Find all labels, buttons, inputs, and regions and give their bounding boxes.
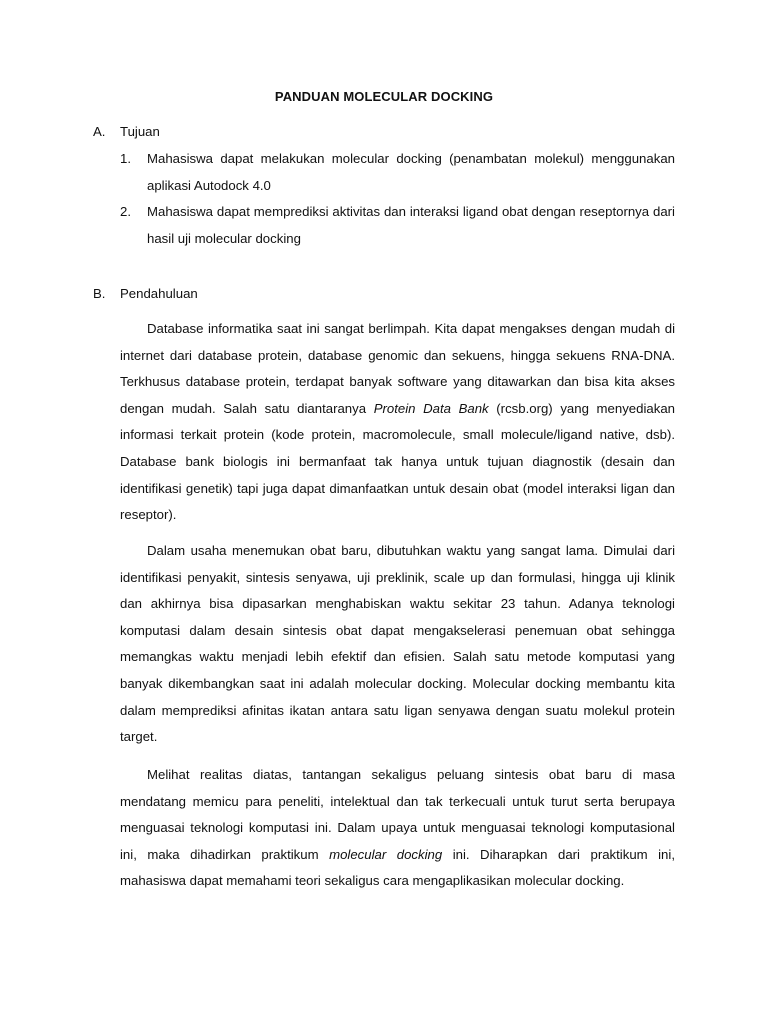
paragraph-3-part-b: ini. Diharapkan dari praktikum ini, mahasiswa dapat memahami teori sekaligus cara mengaplikasikan molecular docking. xyxy=(120,846,675,889)
list-item xyxy=(120,199,675,252)
list-item-text: Mahasiswa dapat melakukan molecular docking (penambatan molekul) menggunakan aplikasi Autodock 4.0 xyxy=(147,151,675,193)
paragraph-3-part-a: Melihat realitas diatas, tantangan sekaligus peluang sintesis obat baru di masa mendatang memicu para peneliti, intelektual dan tak terkecuali untuk turut serta berupaya menguasai teknologi komputasi ini. Dalam upaya untuk menguasai teknologi komputasional ini, maka dihadirkan praktikum xyxy=(120,767,675,862)
section-b-letter: B. xyxy=(93,286,106,301)
section-b-heading: Pendahuluan xyxy=(120,286,198,301)
paragraph-1-part-b: (rcsb.org) yang menyediakan informasi terkait protein (kode protein, macromolecule, small molecule/ligand native, dsb). Database bank biologis ini bermanfaat tak hanya untuk tujuan diagnostik (desain dan identifikasi genetik) tapi juga dapat dimanfaatkan untuk desain obat (model interaksi ligan dan reseptor). xyxy=(120,400,675,523)
section-a-letter: A. xyxy=(93,124,106,139)
list-item-text: Mahasiswa dapat memprediksi aktivitas dan interaksi ligand obat dengan reseptornya dari hasil uji molecular docking xyxy=(147,204,675,246)
paragraph-1 xyxy=(120,316,675,529)
list-item xyxy=(120,146,675,199)
paragraph-2: Dalam usaha menemukan obat baru, dibutuhkan waktu yang sangat lama. Dimulai dari identifikasi penyakit, sintesis senyawa, uji preklinik, scale up dan formulasi, hingga uji klinik dan akhirnya bisa dipasarkan menghabiskan waktu sekitar 23 tahun. Adanya teknologi komputasi dalam desain sintesis obat dapat mengakselerasi penemuan obat sehingga memangkas waktu menjadi lebih efektif dan efisien. Salah satu metode komputasi yang banyak dikembangkan saat ini adalah molecular docking. Molecular docking membantu kita dalam memprediksi afinitas ikatan antara satu ligan senyawa dengan suatu molekul protein target. xyxy=(120,543,675,745)
objectives-list xyxy=(120,146,675,252)
section-a-heading: Tujuan xyxy=(120,124,160,139)
paragraph-1-emphasis: Protein Data Bank xyxy=(373,400,489,416)
paragraph-1-part-a: Database informatika saat ini sangat berlimpah. Kita dapat mengakses dengan mudah di internet dari database protein, database genomic dan sekuens, hingga sekuens RNA-DNA. Terkhusus database protein, terdapat banyak software yang ditawarkan dan bisa kita akses dengan mudah. Salah satu diantaranya xyxy=(120,321,675,416)
list-item-number: 1. xyxy=(120,151,131,166)
paragraph-3-emphasis: molecular docking xyxy=(329,846,443,862)
list-item-number: 2. xyxy=(120,204,131,219)
paragraph-3 xyxy=(120,762,675,895)
document-title: PANDUAN MOLECULAR DOCKING xyxy=(274,89,494,104)
